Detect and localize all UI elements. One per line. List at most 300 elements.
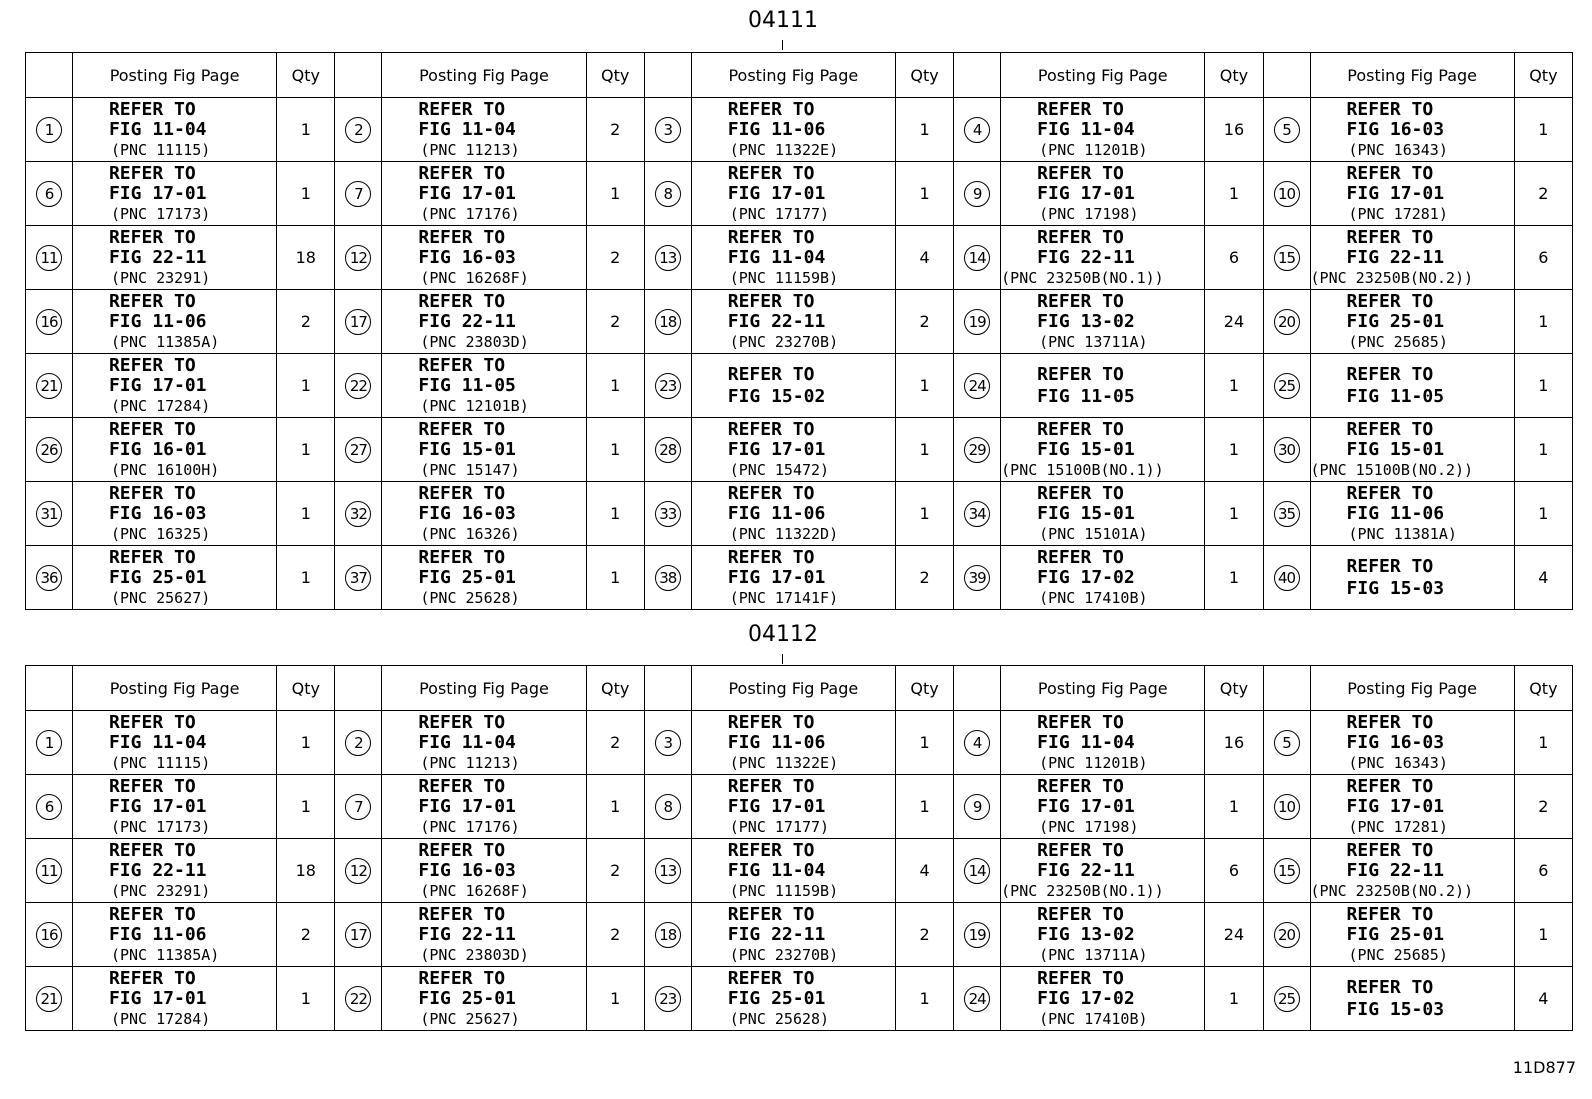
pnc-reference: (PNC 25628) (420, 588, 520, 607)
posting-fig-cell (72, 903, 276, 967)
header-row (26, 53, 1573, 98)
fig-reference-link[interactable]: FIG 11-06 (727, 731, 826, 753)
posting-fig-cell (691, 839, 895, 903)
item-number-badge[interactable]: 3 (655, 730, 681, 756)
pnc-reference: (PNC 12101B) (420, 396, 529, 415)
refer-to-text: REFER TO (1037, 546, 1124, 568)
posting-fig-cell (382, 775, 586, 839)
item-number-badge[interactable]: 15 (1274, 858, 1300, 884)
fig-reference-link[interactable]: FIG 11-06 (727, 502, 826, 524)
item-number-badge[interactable]: 5 (1274, 730, 1300, 756)
item-number-badge[interactable]: 17 (345, 922, 371, 948)
item-number-cell (954, 482, 1001, 546)
refer-to-text: REFER TO (1037, 839, 1124, 861)
item-number-badge[interactable]: 9 (964, 181, 990, 207)
item-number-badge[interactable]: 21 (36, 986, 62, 1012)
item-number-cell (26, 903, 73, 967)
header-num (954, 666, 1001, 711)
fig-reference-link[interactable]: FIG 25-01 (727, 987, 826, 1009)
header-qty: Qty (1205, 666, 1263, 711)
pnc-reference: (PNC 11213) (420, 140, 520, 159)
fig-reference-link[interactable]: FIG 17-01 (1346, 182, 1445, 204)
pnc-reference: (PNC 17284) (110, 1009, 211, 1028)
item-number-badge[interactable]: 26 (36, 437, 62, 463)
item-number-badge[interactable]: 37 (345, 565, 371, 591)
header-posting-fig-page: Posting Fig Page (691, 666, 895, 711)
fig-reference-link[interactable]: FIG 22-11 (108, 246, 207, 268)
item-number-badge[interactable]: 14 (964, 245, 990, 271)
item-number-badge[interactable]: 23 (655, 986, 681, 1012)
fig-reference-link[interactable]: FIG 11-04 (418, 118, 516, 140)
posting-fig-cell (1310, 290, 1514, 354)
fig-reference-link[interactable]: FIG 22-11 (727, 310, 826, 332)
posting-fig-cell (382, 418, 586, 482)
refer-to-text: REFER TO (108, 290, 196, 312)
item-number-badge[interactable]: 20 (1274, 922, 1300, 948)
posting-fig-cell (72, 546, 276, 610)
pnc-reference: (PNC 11213) (420, 753, 520, 772)
item-number-cell (954, 711, 1001, 775)
table-row (26, 354, 1573, 418)
item-number-badge[interactable]: 1 (36, 730, 62, 756)
item-number-badge[interactable]: 35 (1274, 501, 1300, 527)
fig-reference-link[interactable]: FIG 11-04 (108, 731, 207, 753)
item-number-badge[interactable]: 30 (1274, 437, 1300, 463)
item-number-badge[interactable]: 14 (964, 858, 990, 884)
refer-to-text: REFER TO (1346, 555, 1434, 577)
refer-to-text: REFER TO (727, 162, 815, 184)
item-number-badge[interactable]: 2 (345, 117, 371, 143)
refer-to-text: REFER TO (727, 363, 815, 385)
pnc-reference: (PNC 11115) (110, 753, 211, 772)
item-number-cell (954, 418, 1001, 482)
fig-reference-link[interactable]: FIG 11-06 (108, 923, 207, 945)
fig-reference-link[interactable]: FIG 17-01 (1346, 795, 1445, 817)
pnc-reference: (PNC 15101A) (1039, 524, 1148, 543)
table-row (26, 226, 1573, 290)
posting-fig-cell (72, 775, 276, 839)
qty-cell: 2 (895, 903, 953, 967)
item-number-cell (26, 290, 73, 354)
item-number-cell (26, 839, 73, 903)
item-number-badge[interactable]: 36 (36, 565, 62, 591)
fig-reference-link[interactable]: FIG 16-03 (1346, 118, 1445, 140)
pnc-reference: (PNC 11385A) (110, 332, 220, 351)
posting-fig-cell (382, 226, 586, 290)
item-number-badge[interactable]: 16 (36, 309, 62, 335)
refer-to-text: REFER TO (108, 967, 196, 989)
pnc-reference: (PNC 23291) (110, 268, 211, 287)
item-number-cell (1263, 290, 1310, 354)
posting-fig-cell (691, 967, 895, 1031)
refer-to-text: REFER TO (1037, 418, 1124, 440)
qty-cell: 1 (586, 775, 644, 839)
pnc-reference: (PNC 15100B(NO.2)) (1310, 460, 1474, 479)
header-posting-fig-page: Posting Fig Page (1310, 53, 1514, 98)
item-number-badge[interactable]: 6 (36, 181, 62, 207)
posting-fig-cell (1001, 98, 1205, 162)
item-number-badge[interactable]: 33 (655, 501, 681, 527)
posting-fig-cell (1001, 418, 1205, 482)
qty-cell: 6 (1514, 839, 1572, 903)
fig-reference-link[interactable]: FIG 16-03 (418, 859, 516, 881)
item-number-cell (1263, 482, 1310, 546)
posting-fig-cell (1310, 775, 1514, 839)
qty-cell: 1 (277, 482, 335, 546)
pnc-reference: (PNC 17141F) (729, 588, 839, 607)
pnc-reference: (PNC 15147) (420, 460, 520, 479)
fig-reference-link[interactable]: FIG 11-05 (418, 374, 516, 396)
refer-to-text: REFER TO (727, 482, 815, 504)
qty-cell: 2 (586, 711, 644, 775)
fig-reference-link[interactable]: FIG 17-01 (1037, 795, 1135, 817)
refer-to-text: REFER TO (418, 839, 506, 861)
item-number-badge[interactable]: 16 (36, 922, 62, 948)
fig-reference-link[interactable]: FIG 17-01 (418, 795, 516, 817)
header-qty: Qty (1205, 53, 1263, 98)
refer-to-text: REFER TO (727, 711, 815, 733)
fig-reference-link[interactable]: FIG 17-01 (108, 374, 207, 396)
fig-reference-link[interactable]: FIG 22-11 (108, 859, 207, 881)
refer-to-text: REFER TO (418, 775, 506, 797)
fig-reference-link[interactable]: FIG 15-03 (1346, 577, 1445, 599)
refer-to-text: REFER TO (108, 903, 196, 925)
qty-cell: 1 (277, 162, 335, 226)
parts-table-04111 (25, 52, 1573, 610)
refer-to-text: REFER TO (727, 290, 815, 312)
posting-fig-cell (1310, 546, 1514, 610)
fig-reference-link[interactable]: FIG 11-06 (1346, 502, 1445, 524)
item-number-cell (954, 546, 1001, 610)
qty-cell: 1 (1514, 482, 1572, 546)
posting-fig-cell (1001, 775, 1205, 839)
header-num (335, 666, 382, 711)
refer-to-text: REFER TO (1346, 775, 1434, 797)
item-number-cell (335, 711, 382, 775)
pnc-reference: (PNC 15100B(NO.1)) (1001, 460, 1164, 479)
item-number-cell (1263, 354, 1310, 418)
fig-reference-link[interactable]: FIG 11-05 (1346, 385, 1445, 407)
fig-reference-link[interactable]: FIG 22-11 (418, 923, 516, 945)
fig-reference-link[interactable]: FIG 22-11 (1346, 246, 1445, 268)
qty-cell: 2 (277, 903, 335, 967)
posting-fig-cell (1310, 354, 1514, 418)
refer-to-text: REFER TO (418, 967, 506, 989)
posting-fig-cell (1001, 967, 1205, 1031)
fig-reference-link[interactable]: FIG 11-04 (108, 118, 207, 140)
fig-reference-link[interactable]: FIG 17-01 (108, 987, 207, 1009)
pnc-reference: (PNC 16268F) (420, 881, 529, 900)
item-number-badge[interactable]: 15 (1274, 245, 1300, 271)
item-number-badge[interactable]: 19 (964, 309, 990, 335)
item-number-cell (26, 967, 73, 1031)
pnc-reference: (PNC 23250B(NO.2)) (1310, 268, 1474, 287)
qty-cell: 6 (1514, 226, 1572, 290)
item-number-badge[interactable]: 4 (964, 117, 990, 143)
item-number-badge[interactable]: 27 (345, 437, 371, 463)
item-number-cell (954, 162, 1001, 226)
item-number-badge[interactable]: 8 (655, 181, 681, 207)
fig-reference-link[interactable]: FIG 16-03 (108, 502, 207, 524)
qty-cell: 1 (1205, 546, 1263, 610)
fig-reference-link[interactable]: FIG 17-01 (727, 795, 826, 817)
fig-reference-link[interactable]: FIG 15-01 (1037, 438, 1135, 460)
refer-to-text: REFER TO (1037, 290, 1124, 312)
item-number-badge[interactable]: 12 (345, 858, 371, 884)
fig-reference-link[interactable]: FIG 11-04 (418, 731, 516, 753)
fig-reference-link[interactable]: FIG 16-03 (1346, 731, 1445, 753)
fig-reference-link[interactable]: FIG 15-03 (1346, 998, 1445, 1020)
item-number-badge[interactable]: 18 (655, 309, 681, 335)
pnc-reference: (PNC 17281) (1348, 204, 1448, 223)
item-number-badge[interactable]: 7 (345, 181, 371, 207)
refer-to-text: REFER TO (108, 482, 196, 504)
refer-to-text: REFER TO (108, 418, 196, 440)
item-number-badge[interactable]: 32 (345, 501, 371, 527)
qty-cell: 2 (1514, 775, 1572, 839)
pnc-reference: (PNC 25685) (1348, 945, 1448, 964)
header-posting-fig-page: Posting Fig Page (72, 666, 276, 711)
item-number-badge[interactable]: 40 (1274, 565, 1300, 591)
refer-to-text: REFER TO (418, 290, 506, 312)
item-number-cell (954, 775, 1001, 839)
refer-to-text: REFER TO (1037, 775, 1124, 797)
qty-cell: 1 (277, 354, 335, 418)
refer-to-text: REFER TO (418, 903, 506, 925)
qty-cell: 1 (277, 418, 335, 482)
qty-cell: 1 (586, 482, 644, 546)
header-posting-fig-page: Posting Fig Page (1001, 666, 1205, 711)
item-number-badge[interactable]: 4 (964, 730, 990, 756)
parts-table-04112 (25, 665, 1573, 1031)
fig-reference-link[interactable]: FIG 25-01 (418, 566, 516, 588)
table-row (26, 162, 1573, 226)
fig-reference-link[interactable]: FIG 22-11 (418, 310, 516, 332)
item-number-cell (26, 482, 73, 546)
pnc-reference: (PNC 17198) (1039, 204, 1139, 223)
pnc-reference: (PNC 17198) (1039, 817, 1139, 836)
header-num (26, 53, 73, 98)
refer-to-text: REFER TO (1037, 482, 1124, 504)
fig-reference-link[interactable]: FIG 22-11 (1037, 859, 1135, 881)
pnc-reference: (PNC 11201B) (1039, 140, 1148, 159)
item-number-badge[interactable]: 20 (1274, 309, 1300, 335)
fig-reference-link[interactable]: FIG 11-04 (1037, 731, 1135, 753)
item-number-badge[interactable]: 1 (36, 117, 62, 143)
pnc-reference: (PNC 11201B) (1039, 753, 1148, 772)
qty-cell: 1 (1514, 354, 1572, 418)
posting-fig-cell (1001, 903, 1205, 967)
fig-reference-link[interactable]: FIG 16-03 (418, 246, 516, 268)
item-number-badge[interactable]: 22 (345, 986, 371, 1012)
item-number-badge[interactable]: 25 (1274, 986, 1300, 1012)
item-number-badge[interactable]: 10 (1274, 181, 1300, 207)
qty-cell: 1 (895, 967, 953, 1031)
fig-reference-link[interactable]: FIG 22-11 (1037, 246, 1135, 268)
fig-reference-link[interactable]: FIG 17-01 (727, 438, 826, 460)
item-number-cell (26, 711, 73, 775)
pnc-reference: (PNC 25627) (420, 1009, 520, 1028)
posting-fig-cell (382, 903, 586, 967)
pnc-reference: (PNC 17173) (110, 204, 211, 223)
item-number-badge[interactable]: 10 (1274, 794, 1300, 820)
qty-cell: 24 (1205, 903, 1263, 967)
fig-reference-link[interactable]: FIG 16-01 (108, 438, 207, 460)
fig-reference-link[interactable]: FIG 25-01 (1346, 923, 1445, 945)
item-number-badge[interactable]: 6 (36, 794, 62, 820)
fig-reference-link[interactable]: FIG 15-01 (1037, 502, 1135, 524)
qty-cell: 6 (1205, 226, 1263, 290)
refer-to-text: REFER TO (727, 546, 815, 568)
refer-to-text: REFER TO (1346, 903, 1434, 925)
header-posting-fig-page: Posting Fig Page (382, 53, 586, 98)
table-row (26, 839, 1573, 903)
fig-reference-link[interactable]: FIG 17-02 (1037, 987, 1135, 1009)
refer-to-text: REFER TO (727, 226, 815, 248)
item-number-badge[interactable]: 2 (345, 730, 371, 756)
fig-reference-link[interactable]: FIG 25-01 (1346, 310, 1445, 332)
item-number-cell (644, 418, 691, 482)
pnc-reference: (PNC 23291) (110, 881, 211, 900)
posting-fig-cell (691, 418, 895, 482)
pnc-reference: (PNC 17284) (110, 396, 211, 415)
item-number-badge[interactable]: 5 (1274, 117, 1300, 143)
fig-reference-link[interactable]: FIG 15-02 (727, 385, 826, 407)
refer-to-text: REFER TO (727, 967, 815, 989)
item-number-badge[interactable]: 11 (36, 245, 62, 271)
fig-reference-link[interactable]: FIG 17-01 (1037, 182, 1135, 204)
pnc-reference: (PNC 17176) (420, 817, 520, 836)
title-leader-line (782, 654, 783, 664)
posting-fig-cell (72, 482, 276, 546)
fig-reference-link[interactable]: FIG 11-06 (727, 118, 826, 140)
fig-reference-link[interactable]: FIG 25-01 (108, 566, 207, 588)
item-number-cell (954, 98, 1001, 162)
item-number-badge[interactable]: 13 (655, 245, 681, 271)
item-number-badge[interactable]: 25 (1274, 373, 1300, 399)
fig-reference-link[interactable]: FIG 17-01 (727, 182, 826, 204)
item-number-badge[interactable]: 29 (964, 437, 990, 463)
fig-reference-link[interactable]: FIG 25-01 (418, 987, 516, 1009)
item-number-badge[interactable]: 24 (964, 986, 990, 1012)
posting-fig-cell (691, 711, 895, 775)
fig-reference-link[interactable]: FIG 11-04 (727, 246, 826, 268)
fig-reference-link[interactable]: FIG 22-11 (727, 923, 826, 945)
fig-reference-link[interactable]: FIG 11-05 (1037, 385, 1135, 407)
fig-reference-link[interactable]: FIG 15-01 (418, 438, 516, 460)
posting-fig-cell (382, 482, 586, 546)
pnc-reference: (PNC 17410B) (1039, 588, 1148, 607)
qty-cell: 1 (895, 98, 953, 162)
item-number-badge[interactable]: 9 (964, 794, 990, 820)
posting-fig-cell (691, 546, 895, 610)
item-number-badge[interactable]: 24 (964, 373, 990, 399)
item-number-badge[interactable]: 12 (345, 245, 371, 271)
header-num (644, 666, 691, 711)
item-number-cell (335, 290, 382, 354)
qty-cell: 1 (895, 711, 953, 775)
item-number-badge[interactable]: 18 (655, 922, 681, 948)
qty-cell: 1 (1205, 418, 1263, 482)
pnc-reference: (PNC 17410B) (1039, 1009, 1148, 1028)
header-posting-fig-page: Posting Fig Page (382, 666, 586, 711)
refer-to-text: REFER TO (1346, 711, 1434, 733)
item-number-cell (644, 967, 691, 1031)
posting-fig-cell (72, 967, 276, 1031)
posting-fig-cell (382, 839, 586, 903)
header-posting-fig-page: Posting Fig Page (691, 53, 895, 98)
fig-reference-link[interactable]: FIG 17-01 (108, 182, 207, 204)
posting-fig-cell (691, 290, 895, 354)
posting-fig-cell (1001, 226, 1205, 290)
refer-to-text: REFER TO (1346, 976, 1434, 998)
qty-cell: 4 (895, 226, 953, 290)
refer-to-text: REFER TO (108, 98, 196, 120)
pnc-reference: (PNC 11322E) (729, 753, 839, 772)
pnc-reference: (PNC 17173) (110, 817, 211, 836)
item-number-badge[interactable]: 21 (36, 373, 62, 399)
item-number-cell (1263, 418, 1310, 482)
title-leader-line (782, 40, 783, 50)
fig-reference-link[interactable]: FIG 17-01 (108, 795, 207, 817)
header-qty: Qty (586, 53, 644, 98)
item-number-badge[interactable]: 34 (964, 501, 990, 527)
item-number-badge[interactable]: 8 (655, 794, 681, 820)
qty-cell: 16 (1205, 711, 1263, 775)
posting-fig-cell (1310, 903, 1514, 967)
qty-cell: 1 (1205, 775, 1263, 839)
qty-cell: 2 (895, 290, 953, 354)
posting-fig-cell (72, 290, 276, 354)
fig-reference-link[interactable]: FIG 17-01 (418, 182, 516, 204)
fig-reference-link[interactable]: FIG 17-01 (727, 566, 826, 588)
qty-cell: 1 (586, 162, 644, 226)
item-number-cell (1263, 98, 1310, 162)
item-number-badge[interactable]: 3 (655, 117, 681, 143)
fig-reference-link[interactable]: FIG 13-02 (1037, 310, 1135, 332)
item-number-cell (644, 226, 691, 290)
table-row (26, 546, 1573, 610)
fig-reference-link[interactable]: FIG 11-06 (108, 310, 207, 332)
item-number-badge[interactable]: 23 (655, 373, 681, 399)
fig-reference-link[interactable]: FIG 11-04 (1037, 118, 1135, 140)
item-number-badge[interactable]: 28 (655, 437, 681, 463)
fig-reference-link[interactable]: FIG 22-11 (1346, 859, 1445, 881)
refer-to-text: REFER TO (1346, 290, 1434, 312)
fig-reference-link[interactable]: FIG 15-01 (1346, 438, 1445, 460)
table-row (26, 903, 1573, 967)
item-number-badge[interactable]: 38 (655, 565, 681, 591)
item-number-badge[interactable]: 22 (345, 373, 371, 399)
posting-fig-cell (72, 839, 276, 903)
item-number-badge[interactable]: 13 (655, 858, 681, 884)
fig-reference-link[interactable]: FIG 17-02 (1037, 566, 1135, 588)
table-row (26, 967, 1573, 1031)
item-number-badge[interactable]: 31 (36, 501, 62, 527)
item-number-cell (644, 903, 691, 967)
item-number-badge[interactable]: 19 (964, 922, 990, 948)
item-number-badge[interactable]: 7 (345, 794, 371, 820)
header-num (335, 53, 382, 98)
fig-reference-link[interactable]: FIG 13-02 (1037, 923, 1135, 945)
posting-fig-cell (72, 162, 276, 226)
fig-reference-link[interactable]: FIG 11-04 (727, 859, 826, 881)
item-number-badge[interactable]: 11 (36, 858, 62, 884)
item-number-badge[interactable]: 39 (964, 565, 990, 591)
item-number-badge[interactable]: 17 (345, 309, 371, 335)
refer-to-text: REFER TO (418, 162, 506, 184)
fig-reference-link[interactable]: FIG 16-03 (418, 502, 516, 524)
